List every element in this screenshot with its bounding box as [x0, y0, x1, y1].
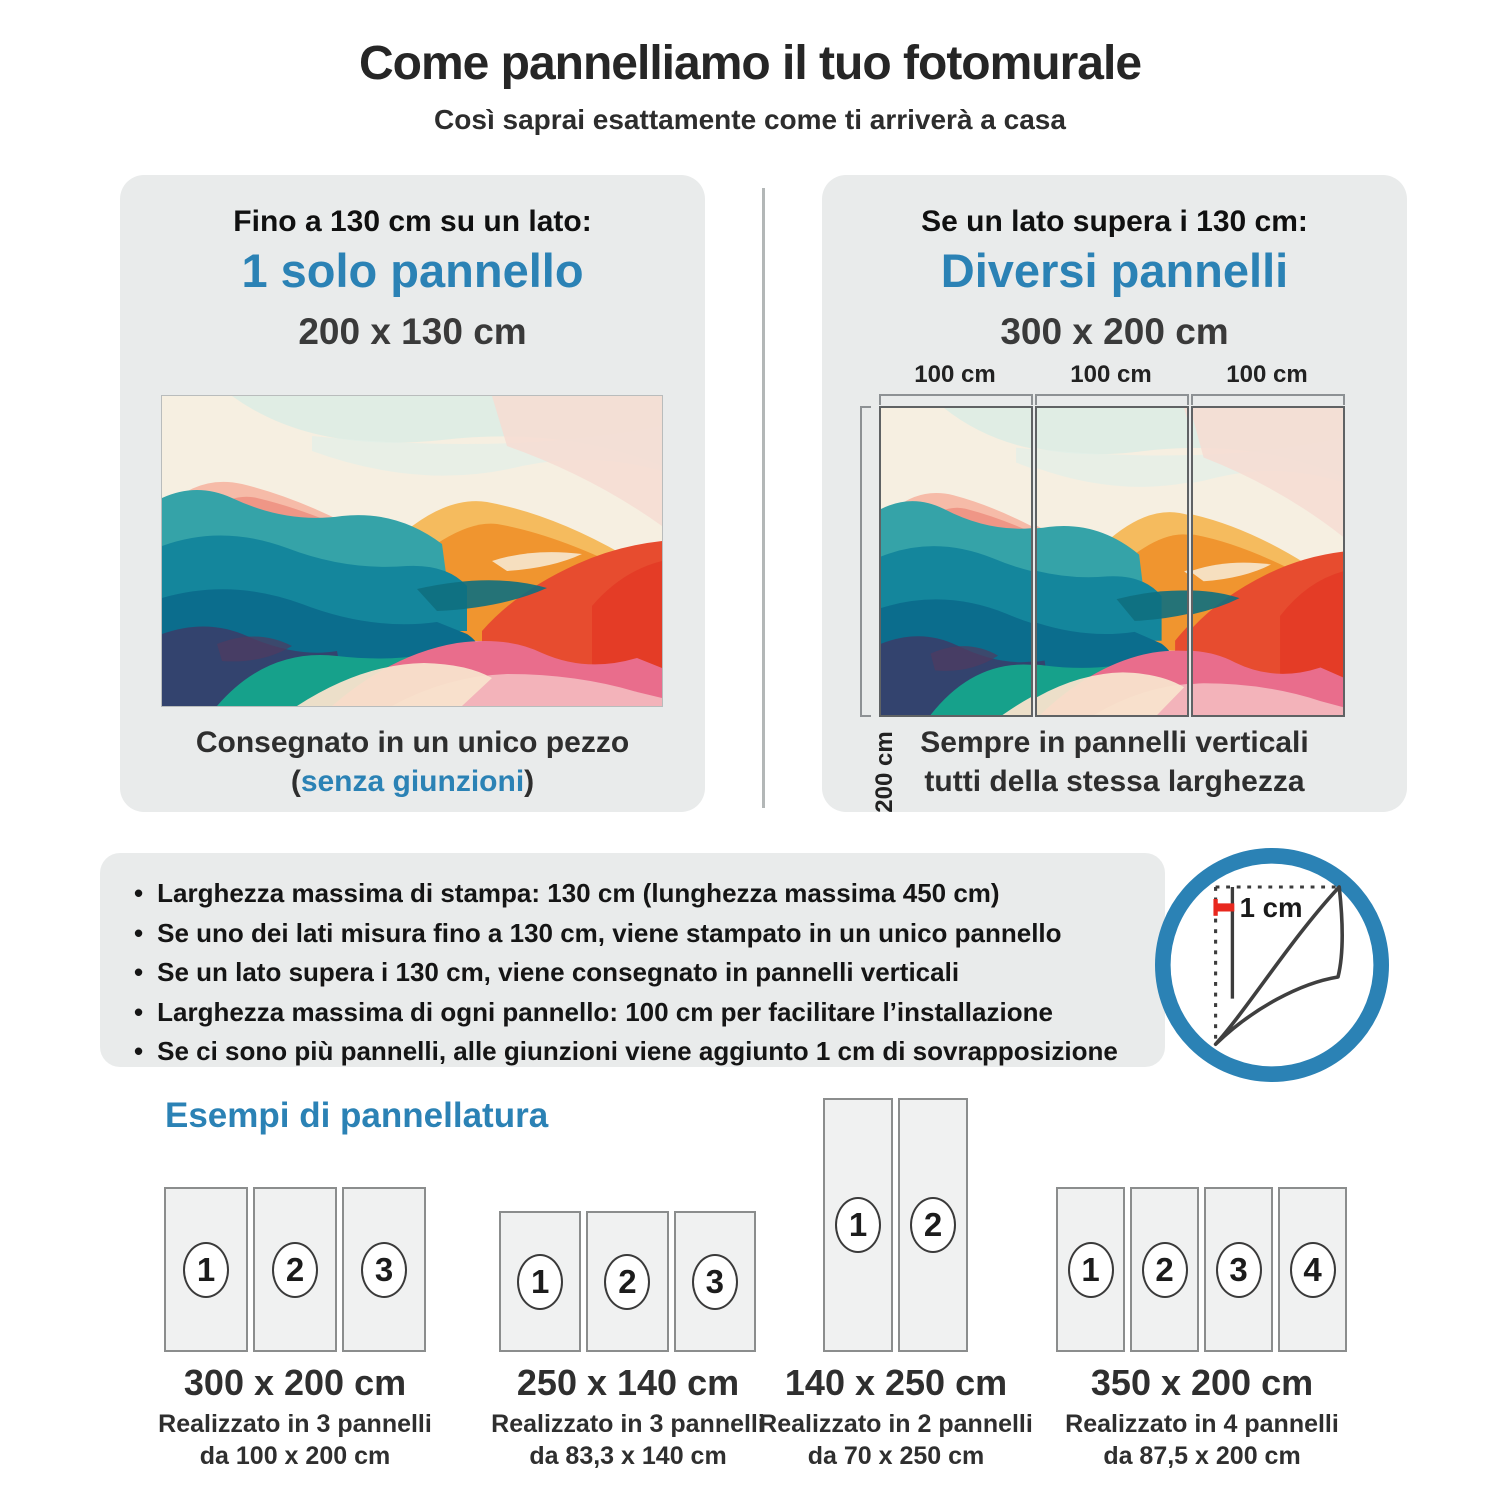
example-line2-350x200: da 87,5 x 200 cm — [1103, 1442, 1301, 1470]
height-label: 200 cm — [871, 731, 898, 813]
example-panel — [342, 1187, 426, 1352]
example-line1-300x200: Realizzato in 3 pannelli — [158, 1410, 432, 1438]
example-panel — [499, 1211, 581, 1352]
single-panel-artwork — [161, 395, 663, 707]
width-label-1: 100 cm — [914, 361, 996, 388]
note-bullet-3: • Se un lato supera i 130 cm, viene consegnato in pannelli verticali — [134, 953, 1165, 993]
overlap-label: 1 cm — [1239, 892, 1303, 923]
examples-heading: Esempi di pannellatura — [165, 1096, 549, 1135]
panel-number: 3 — [1216, 1242, 1262, 1298]
example-panel — [674, 1211, 756, 1352]
vertical-divider — [762, 188, 765, 808]
example-panel — [1130, 1187, 1199, 1352]
example-panel — [164, 1187, 248, 1352]
panel-number: 2 — [1142, 1242, 1188, 1298]
example-panel — [898, 1098, 968, 1352]
panel-number: 2 — [604, 1254, 650, 1310]
artwork-panel-3 — [1191, 406, 1345, 717]
example-panel — [253, 1187, 337, 1352]
multi-panel-size: 300 x 200 cm — [1000, 311, 1229, 352]
example-panel — [823, 1098, 893, 1352]
single-panel-condition: Fino a 130 cm su un lato: — [233, 205, 592, 238]
example-line2-140x250: da 70 x 250 cm — [807, 1442, 985, 1470]
example-line2-300x200: da 100 x 200 cm — [199, 1442, 391, 1470]
note-bullet-2: • Se uno dei lati misura fino a 130 cm, viene stampato in un unico pannello — [134, 914, 1165, 954]
width-bracket-1 — [879, 394, 1033, 405]
single-panel-caption: Consegnato in un unico pezzo — [195, 726, 630, 759]
multi-panel-box — [822, 175, 1407, 812]
example-line1-350x200: Realizzato in 4 pannelli — [1065, 1410, 1339, 1438]
width-bracket-3 — [1191, 394, 1345, 405]
watercolor-image — [162, 396, 662, 706]
no-seams-highlight: senza giunzioni — [300, 765, 525, 798]
example-line2-250x140: da 83,3 x 140 cm — [529, 1442, 727, 1470]
panel-number: 4 — [1290, 1242, 1336, 1298]
example-size-250x140: 250 x 140 cm — [516, 1362, 740, 1403]
panel-number: 1 — [1068, 1242, 1114, 1298]
example-line1-250x140: Realizzato in 3 pannelli — [491, 1410, 765, 1438]
panel-number: 1 — [183, 1242, 229, 1298]
single-panel-box — [120, 175, 705, 812]
example-panel — [1278, 1187, 1347, 1352]
panel-number: 1 — [835, 1197, 881, 1253]
single-panel-caption-2 — [120, 765, 705, 799]
note-bullet-4: • Larghezza massima di ogni pannello: 100 cm per facilitare l’installazione — [134, 993, 1165, 1033]
page-subtitle: Così saprai esattamente come ti arriverà a casa — [434, 104, 1066, 135]
watercolor-image-slice-2 — [1037, 408, 1187, 715]
example-size-350x200: 350 x 200 cm — [1090, 1362, 1314, 1403]
example-panels-250x140 — [499, 1211, 756, 1352]
notes-box — [100, 853, 1165, 1067]
example-panel — [586, 1211, 668, 1352]
paren-close: ) — [524, 765, 535, 798]
single-panel-size: 200 x 130 cm — [298, 311, 527, 352]
paren-open: ( — [290, 765, 301, 798]
panel-number: 1 — [517, 1254, 563, 1310]
example-panel — [1204, 1187, 1273, 1352]
width-bracket-2 — [1035, 394, 1189, 405]
example-size-140x250: 140 x 250 cm — [784, 1362, 1008, 1403]
page-title: Come pannelliamo il tuo fotomurale — [358, 37, 1142, 90]
watercolor-image-slice-3 — [1193, 408, 1343, 715]
example-size-300x200: 300 x 200 cm — [183, 1362, 407, 1403]
example-panel — [1056, 1187, 1125, 1352]
width-label-2: 100 cm — [1070, 361, 1152, 388]
multi-panel-caption-1: Sempre in pannelli verticali — [920, 726, 1309, 759]
height-bracket — [860, 406, 898, 813]
example-line1-140x250: Realizzato in 2 pannelli — [759, 1410, 1033, 1438]
watercolor-image-slice-1 — [881, 408, 1031, 715]
example-panels-140x250 — [823, 1098, 968, 1352]
example-panels-350x200 — [1056, 1187, 1347, 1352]
single-panel-headline: 1 solo pannello — [241, 244, 584, 297]
panel-number: 2 — [910, 1197, 956, 1253]
multi-panel-headline: Diversi pannelli — [940, 244, 1289, 297]
note-bullet-1: • Larghezza massima di stampa: 130 cm (lunghezza massima 450 cm) — [134, 874, 1165, 914]
width-label-3: 100 cm — [1226, 361, 1308, 388]
artwork-panel-2 — [1035, 406, 1189, 717]
notes-list — [100, 853, 1165, 1072]
artwork-panel-1 — [879, 406, 1033, 717]
multi-panel-caption-2: tutti della stessa larghezza — [924, 765, 1305, 798]
overlap-page-curl-icon — [1152, 845, 1392, 1085]
example-panels-300x200 — [164, 1187, 426, 1352]
panel-number: 3 — [692, 1254, 738, 1310]
note-bullet-5: • Se ci sono più pannelli, alle giunzioni viene aggiunto 1 cm di sovrapposizione — [134, 1032, 1165, 1072]
multi-panel-condition: Se un lato supera i 130 cm: — [921, 205, 1308, 238]
panel-number: 3 — [361, 1242, 407, 1298]
panel-number: 2 — [272, 1242, 318, 1298]
